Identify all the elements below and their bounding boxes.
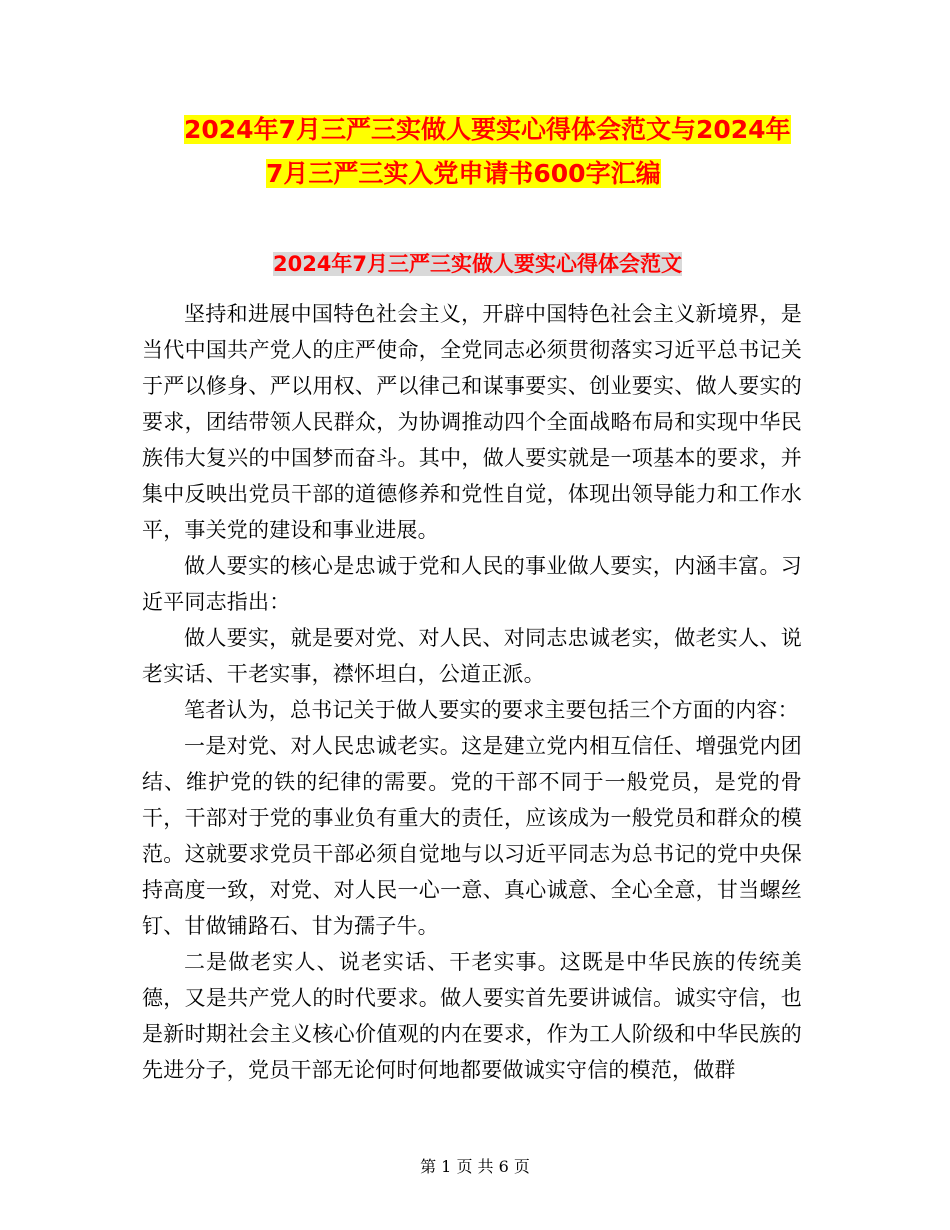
page-footer: 第 1 页 共 6 页 xyxy=(420,1157,530,1176)
section-title-text: 2024年7月三严三实做人要实心得体会范文 xyxy=(272,252,683,276)
paragraph: 一是对党、对人民忠诚老实。这是建立党内相互信任、增强党内团结、维护党的铁的纪律的需要。党的干部不同于一般党员，是党的骨干，干部对于党的事业负有重大的责任，应该成为一般党员和群众的模范。这就要求党员干部必须自觉地与以习近平同志为总书记的党中央保持高度一致，对党、对人民一心一意、真心诚意、全心全意，甘当螺丝钉、甘做铺路石、甘为孺子牛。 xyxy=(142,734,802,938)
document-title-line-2-text: 7月三严三实入党申请书600字汇编 xyxy=(266,159,661,188)
document-title-line-1-text: 2024年7月三严三实做人要实心得体会范文与2024年 xyxy=(184,115,791,144)
section-title xyxy=(140,244,815,284)
document-title-line-2 xyxy=(140,152,840,196)
document-title xyxy=(140,108,840,196)
paragraph: 二是做老实人、说老实话、干老实事。这既是中华民族的传统美德，又是共产党人的时代要求。做人要实首先要讲诚信。诚实守信，也是新时期社会主义核心价值观的内在要求，作为工人阶级和中华民族的先进分子，党员干部无论何时何地都要做诚实守信的模范，做群 xyxy=(142,950,802,1082)
paragraph: 笔者认为，总书记关于做人要实的要求主要包括三个方面的内容： xyxy=(184,698,799,722)
paragraph: 做人要实，就是要对党、对人民、对同志忠诚老实，做老实人、说老实话、干老实事，襟怀坦白，公道正派。 xyxy=(142,626,802,686)
body-text xyxy=(142,296,802,1088)
paragraph: 做人要实的核心是忠诚于党和人民的事业做人要实，内涵丰富。习近平同志指出： xyxy=(142,554,802,614)
paragraph: 坚持和进展中国特色社会主义，开辟中国特色社会主义新境界，是当代中国共产党人的庄严使命，全党同志必须贯彻落实习近平总书记关于严以修身、严以用权、严以律己和谋事要实、创业要实、做人要实的要求，团结带领人民群众，为协调推动四个全面战略布局和实现中华民族伟大复兴的中国梦而奋斗。其中，做人要实就是一项基本的要求，并集中反映出党员干部的道德修养和党性自觉，体现出领导能力和工作水平，事关党的建设和事业进展。 xyxy=(142,302,802,542)
document-title-line-1 xyxy=(140,108,840,152)
